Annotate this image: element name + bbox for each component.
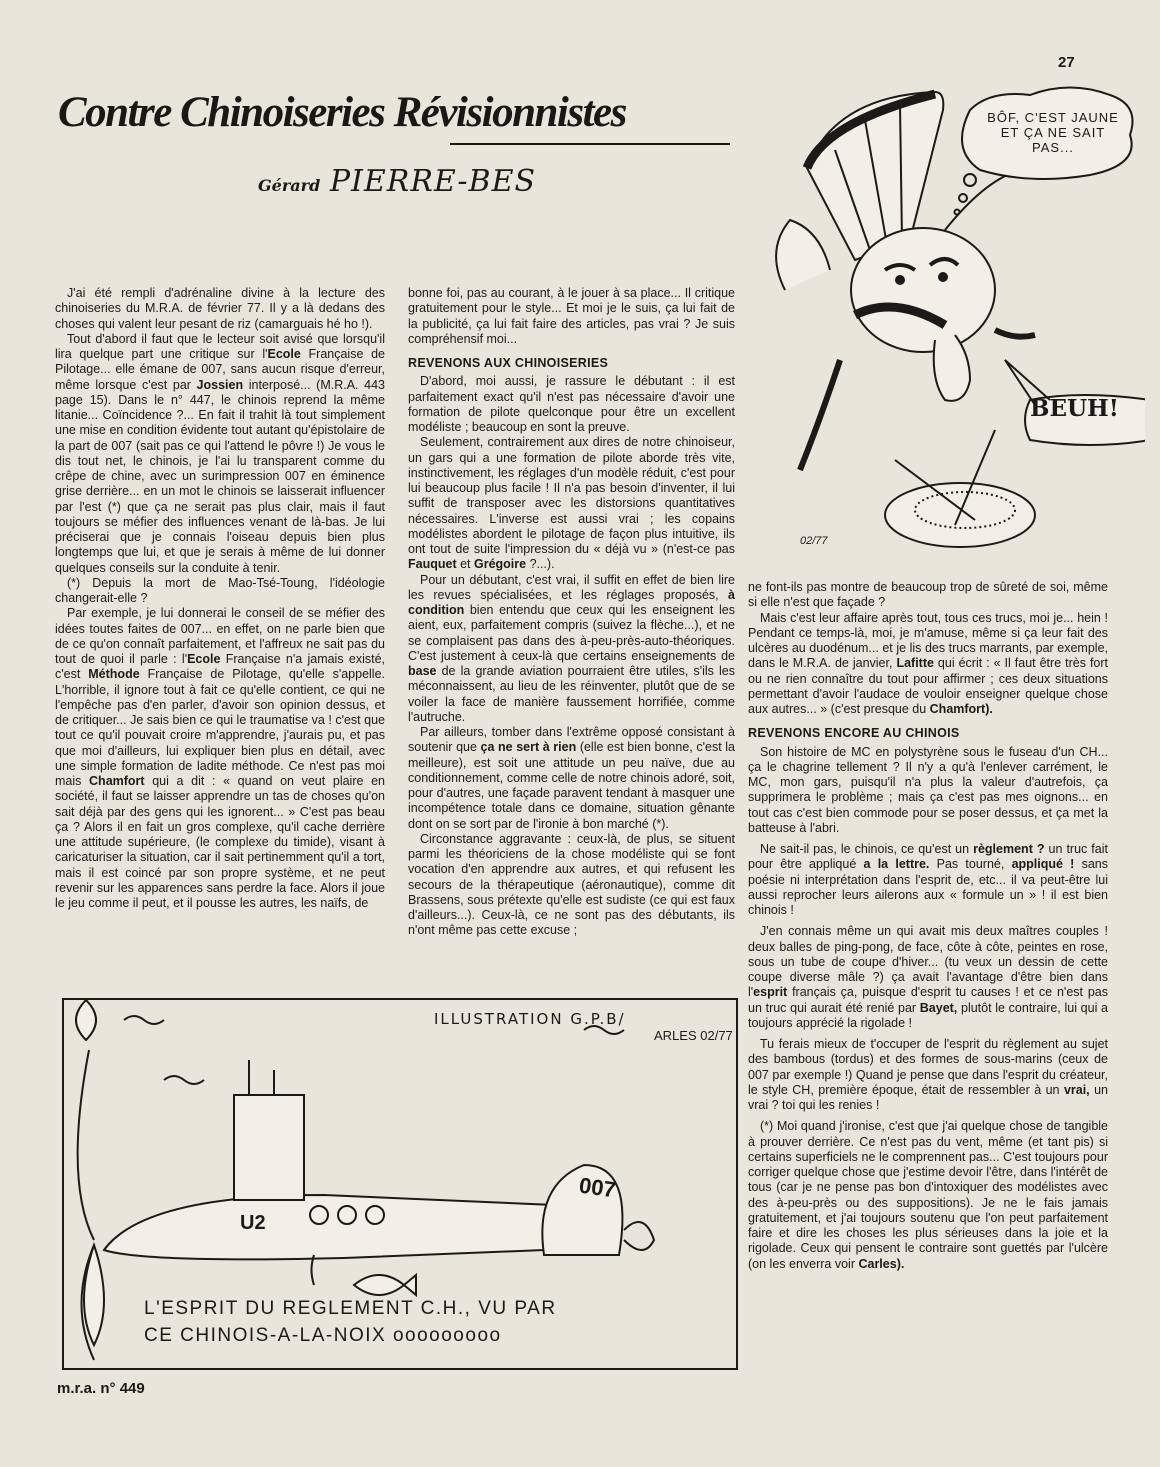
text-run: Tu ferais mieux de t'occuper de l'esprit du règlement au sujet des bambous (tordus) et des formes de sous-marins (ceux de 007 par exemple !) Quand je pense que dans l'esprit du créateur, le style CH, première époque, était de ressembler à un xyxy=(748,1037,1108,1097)
text-run: (elle est bien bonne, c'est la meilleure), est soit une attitude un peu naïve, due au conditionnement, comme celle de notre chinois adoré, soit, pour d'autres, une façade paravent tendant à masquer une incompétence totale dans ce domaine, situation gênante dont on se sort par de l'ironie à bon marché (*). xyxy=(408,740,735,831)
submarine-hull xyxy=(104,1195,562,1259)
text-run: Son histoire de MC en polystyrène sous le fuseau d'un CH... ça le chagrine tellement ? Il n'y a qu'à l'enlever carrément, le MC, mon gars, puisqu'il n'a plus la valeur d'autrefois, ça supprimera le problème ; mais ça c'est pas mes oignons... en tout cas c'est bien commode pour se poser dessus, et ça met la batteuse à l'abri. xyxy=(748,744,1108,835)
illustration-credit: ILLUSTRATION G.P.B/ xyxy=(434,1010,626,1028)
bold-name: Jossien xyxy=(196,377,244,392)
text-run: Tout d'abord il faut que le lecteur soit avisé que lorsqu'il lira quelque part une critique sur l' xyxy=(55,331,385,361)
bold-name: Grégoire xyxy=(473,557,527,572)
article-paragraph xyxy=(408,573,735,726)
article-paragraph xyxy=(408,286,735,347)
text-run: sans poésie ni interprétation dans l'esprit de, etc... il va peut-être lui aussi reprocher leurs ailerons aux « formule un » ! il est bien chinois ! xyxy=(748,857,1108,917)
bold-name: esprit xyxy=(753,985,788,1000)
article-column-1 xyxy=(55,286,385,911)
text-run: Française n'a jamais existé, c'est xyxy=(55,652,385,682)
article-paragraph xyxy=(748,1037,1108,1113)
article-paragraph xyxy=(55,576,385,607)
text-run: Par ailleurs, tomber dans l'extrême opposé consistant à soutenir que xyxy=(408,725,735,755)
conning-tower xyxy=(234,1095,304,1200)
bold-name: ça ne sert à rien xyxy=(480,740,577,755)
text-run: un vrai ? toi qui les renies ! xyxy=(748,1082,1108,1112)
text-run: ?...). xyxy=(526,557,555,572)
bold-name: Bayet, xyxy=(919,1000,958,1015)
tail-fin-label: 007 xyxy=(577,1172,618,1203)
text-run: bien entendu que ceux qui les enseignent les aient, eux, parfaitement compris (suivez la flèche...), et ne se complaisent pas dans des à-peu-près-auto-théoriques. C'est justement à ceux-là que certains enseignements de xyxy=(408,603,735,663)
text-run: Par exemple, je lui donnerai le conseil de se méfier des idées toutes faites de 007... en effet, on ne parle bien que de ce qu'on connaît parfaitement, et l'affreux ne sait pas du tout de quoi il parle : l' xyxy=(55,606,385,666)
text-run: qui écrit : « Il faut être très fort ou ne rien connaître du tout pour affirmer ; ces deux situations permettant d'avoir l'audace de vouloir enseigner quelque chose aux autres... » (c'est presque du xyxy=(748,656,1109,716)
text-run: ne font-ils pas montre de beaucoup trop de sûreté de soi, même si elle n'est que façade ? xyxy=(748,580,1108,610)
text-run: plutôt le contraire, lui qui a toujours apprécié la rigolade ! xyxy=(748,1000,1108,1030)
text-run: Pas tourné, xyxy=(929,857,1012,872)
text-run: Ne sait-il pas, le chinois, ce qu'est un xyxy=(760,842,974,856)
balloon-leaf xyxy=(76,1000,96,1040)
bold-name: a la lettre. xyxy=(863,857,930,872)
text-run: Pour un débutant, c'est vrai, il suffit en effet de bien lire les revues spécialisées, et les réglages proposés, xyxy=(408,572,735,602)
author-byline xyxy=(258,164,536,199)
bold-name: Chamfort). xyxy=(929,702,993,716)
bold-name: Méthode xyxy=(88,667,140,682)
text-run: J'ai été rempli d'adrénaline divine à la lecture des chinoiseries du M.R.A. de février 77. Il y a là dedans des choses qui valent leur pesant de riz (camarguais hé ho !). xyxy=(55,286,385,331)
bold-name: Ecole xyxy=(187,652,221,666)
text-run: un truc fait pour être appliqué xyxy=(748,842,1108,872)
chef-face xyxy=(851,228,995,352)
article-paragraph xyxy=(748,842,1108,918)
article-paragraph xyxy=(55,332,385,576)
text-run: français ça, puisque d'esprit tu causes ! et ce n'est pas un truc qui aurait été renié par xyxy=(748,985,1108,1015)
bold-name: Ecole xyxy=(267,347,301,361)
text-run: Française de Pilotage... elle émane de 007, sans aucun risque d'erreur, même lorsque c'est par xyxy=(55,347,385,392)
conning-tower-label: U2 xyxy=(240,1212,266,1234)
section-heading: REVENONS ENCORE AU CHINOIS xyxy=(748,726,960,741)
article-paragraph xyxy=(748,580,1108,611)
bold-name: base xyxy=(408,664,437,678)
illustration-credit-place: ARLES 02/77 xyxy=(654,1028,733,1043)
text-run: Seulement, contrairement aux dires de notre chinoiseur, un gars qui a une formation de pilote aborde très vite, instinctivement, les réglages d'un modèle réduit, c'est pour lui beaucoup plus facile ! Il n'a pas besoin d'inventer, il lui suffit de transposer avec les distorsions quantitatives nécessaires. L'inverse est aussi vrai ; les copains modélistes abordent le pilotage de façon plus intuitive, ils ont tout de suite l'impression du « déjà vu » (n'est-ce pas xyxy=(408,435,735,556)
tongue xyxy=(934,335,970,401)
bold-name: Fauquet xyxy=(408,557,457,572)
magazine-issue-footer: m.r.a. n° 449 xyxy=(57,1380,145,1397)
article-paragraph xyxy=(408,435,735,572)
section-heading: REVENONS AUX CHINOISERIES xyxy=(408,356,609,370)
speech-bubble-text: BEUH! xyxy=(1030,395,1119,422)
article-column-2 xyxy=(408,286,735,939)
article-paragraph xyxy=(748,1119,1108,1272)
text-run: qui a dit : « quand on veut plaire en société, il faut se laisser apprendre un tas de choses qu'on sait déjà par des gens qui les ignorent... » C'est pas beau ça ? Alors il en fait un gros complexe, qu'il cache derrière une attitude supérieure, (le complexe du timide), visant à caricaturiser la situation, car il sait pertinemment qu'il a tort, mais il est coincé par son propre système, et ne peut revenir sur les apparences sans perdre la face. Alors il joue le jeu comme il peut, et il pousse les autres, les naïfs, de xyxy=(55,774,385,910)
bold-name: Carles). xyxy=(858,1256,905,1271)
text-run: et xyxy=(456,557,474,572)
text-run: D'abord, moi aussi, je rassure le débutant : il est parfaitement exact qu'il n'est pas nécessaire d'avoir une formation de pilote quelconque pour être un excellent modéliste ; beaucoup en sont la preuve. xyxy=(408,374,735,434)
article-paragraph xyxy=(748,611,1108,718)
article-column-3 xyxy=(748,580,1108,1272)
text-run: de la grande aviation pourraient être utiles, s'ils les méconnaissent, au lieu de les réinventer, plutôt que de se voiler la face de manière faussement horrifiée, comme l'autruche. xyxy=(408,664,735,724)
article-paragraph xyxy=(55,606,385,911)
bold-name: règlement ? xyxy=(973,842,1045,856)
cartoon-signature-date: 02/77 xyxy=(800,535,828,547)
article-paragraph xyxy=(408,725,735,832)
bold-name: Lafitte xyxy=(896,656,934,671)
text-run: J'en connais même un qui avait mis deux maîtres couples ! deux balles de ping-pong, de face, côte à côte, peintes en rose, sous un tube de coupe d'hiver... (tu veux un dessin de cette coupe diverse mâle ?) ça avait l'avantage d'être bien dans l' xyxy=(748,924,1108,1000)
text-run: bonne foi, pas au courant, à le jouer à sa place... Il critique gratuitement pour le style... Et moi je le suis, ça lui fait de la publicité, ça lui fait faire des articles, pas vrai ? Je suis compréhensif moi... xyxy=(408,286,735,346)
bold-name: appliqué ! xyxy=(1011,857,1075,872)
article-title: Contre Chinoiseries Révisionnistes xyxy=(58,89,626,136)
article-paragraph xyxy=(408,374,735,435)
bold-name: vrai, xyxy=(1063,1082,1090,1097)
article-paragraph xyxy=(748,924,1108,1031)
title-underline xyxy=(450,143,730,145)
illustration-caption-line-2: CE CHINOIS-A-LA-NOIX ooooooooo xyxy=(144,1325,502,1346)
text-run: (*) Moi quand j'ironise, c'est que j'ai quelque chose de tangible à prouver derrière. Ce n'est pas du vent, même (et tant pis) si certains superficiels ne le comprennent pas... C'est toujours pour corriger quelque chose que j'estime devoir l'être, dans l'intérêt de tous (car je ne pense pas bon d'intoxiquer des modélistes avec des à-peu-près ou des suppositions). Je ne le fais jamais gratuitement, et j'ai toujours soutenu que l'on peut parfaitement faire et dire les choses les plus sérieuses dans la joie et la rigolade. Ceux qui pensent le contraire sont guettés par l'ulcère (on les enverra voir xyxy=(748,1119,1108,1271)
article-paragraph xyxy=(748,745,1108,837)
thought-bubble-text: BÔF, C'EST JAUNE ET ÇA NE SAIT PAS... xyxy=(987,110,1119,155)
text-run: Mais c'est leur affaire après tout, tous ces trucs, moi je... hein ! Pendant ce temps-là, moi, je m'amuse, même si ça leur fait des ulcères au duodénum... et je lis des trucs marrants, par exemple, dans le M.R.A. de janvier, xyxy=(748,610,1108,671)
page-number: 27 xyxy=(1058,54,1075,71)
article-paragraph xyxy=(55,286,385,332)
fish xyxy=(354,1275,416,1295)
text-run: Française de Pilotage, qu'elle s'appelle. L'horrible, il ignore tout à fait ce qu'elle contient, ce qui ne l'empêche pas d'en parler, d'avoir son opinion dessus, et de critiquer... Je sais bien ce qui le traumatise va ! c'est que tout ce qu'il pouvait croire m'apprendre, j'aurais pu, et pas que moi d'ailleurs, lui expliquer bien plus en détail, avec une simple formation de ladite méthode. Ce n'est pas moi mais xyxy=(55,667,385,788)
submarine-illustration xyxy=(62,998,738,1370)
illustration-caption-line-1: L'ESPRIT DU REGLEMENT C.H., VU PAR xyxy=(144,1298,557,1319)
article-paragraph xyxy=(408,832,735,939)
bold-name: à condition xyxy=(408,587,735,617)
author-first-name: Gérard xyxy=(258,176,321,195)
text-run: (*) Depuis la mort de Mao-Tsé-Toung, l'idéologie changerait-elle ? xyxy=(55,575,385,605)
author-last-name: PIERRE-BES xyxy=(329,164,537,199)
bold-name: Chamfort xyxy=(89,774,145,788)
text-run: Circonstance aggravante : ceux-là, de plus, se situent parmi les théoriciens de la chose modéliste qui se font vocation d'en apprendre aux autres, et qui refusent les secours de la thérapeutique (aéronautique), comme dit Brassens, sous prétexte qu'elle est sudiste (ce qui est faux d'ailleurs...). Ceux-là, ce ne sont pas des débutants, ils n'ont même pas cette excuse ; xyxy=(408,831,735,938)
text-run: interposé... (M.R.A. 443 page 15). Dans le n° 447, le chinois reprend la même litanie... Coïncidence ?... En fait il trahit là tout simplement une mise en condition évidente tout autant qu'épistolaire de la part de 007 (sait pas ce qui l'attend le pôvre !) Je vous le dis tout net, le chinois, je l'ai lu transparent comme du crêpe de chine, avec un surimpression 007 en éminence grise derrière... en un mot le chinois se laisserait influencer par l'est (*) que ça ne serait pas plus clair, mais il faut toujours se méfier des influences venant de là-bas. Je lui préciserai que je connais l'oiseau depuis bien plus longtemps que lui, et que je serais à même de lui donner quelques conseils sur la conduite à tenir. xyxy=(55,377,385,575)
